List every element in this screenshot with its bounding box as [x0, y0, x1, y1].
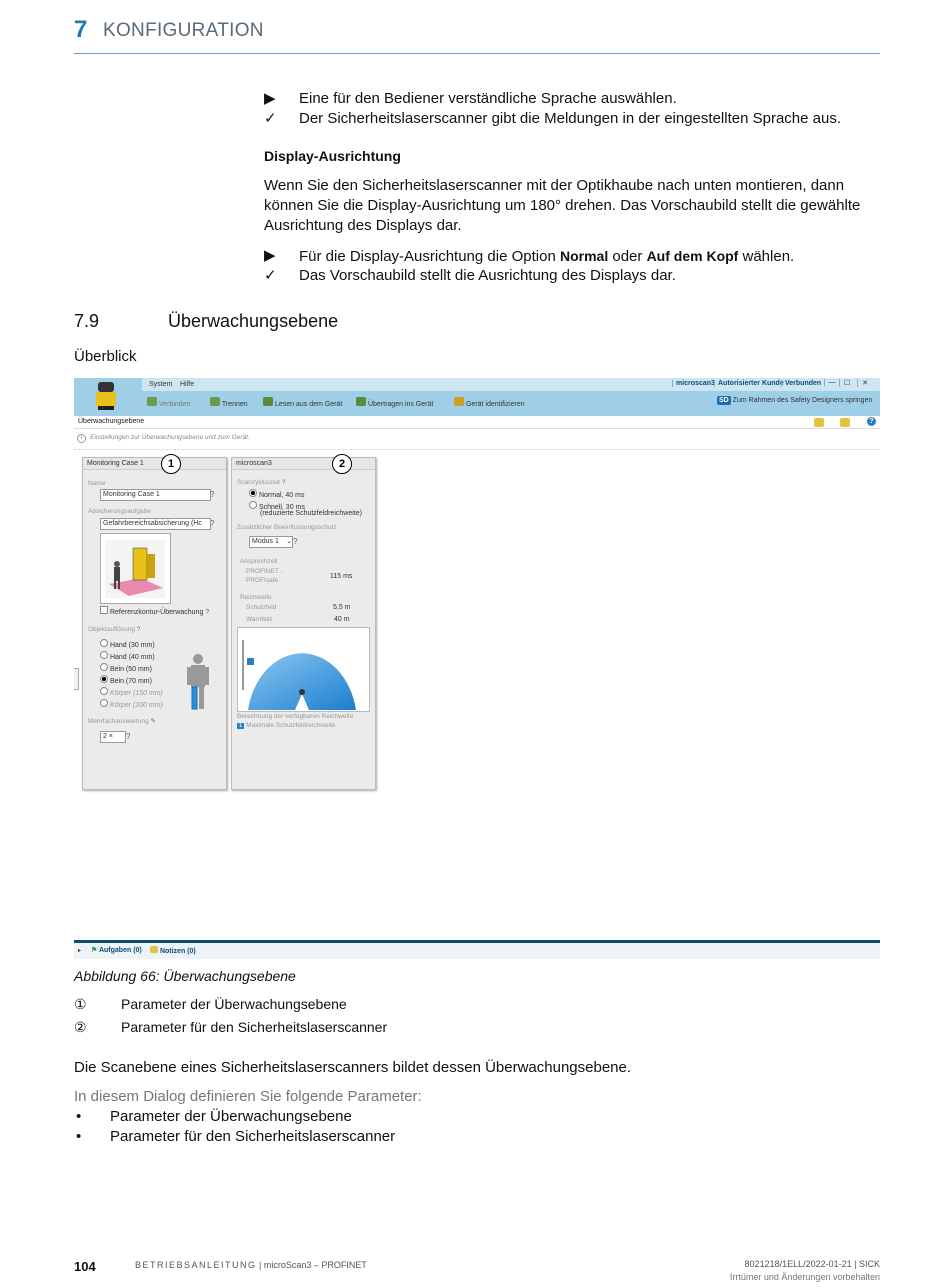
chapter-title: KONFIGURATION — [103, 20, 264, 41]
section-title: Überwachungsebene — [168, 311, 339, 331]
transfer-device-button[interactable]: Übertragen ins Gerät — [356, 397, 433, 408]
display-heading: Display-Ausrichtung — [264, 148, 401, 164]
max-range-legend: 1 Maximale Schutzfeldreichweite — [239, 722, 336, 729]
info-text: Einstellungen zur Überwachungsebene und zum Gerät. — [90, 434, 250, 441]
checkbox-box[interactable] — [100, 606, 108, 614]
range-label: Reichweite — [240, 594, 272, 601]
disclaimer: Irrtümer und Änderungen vorbehalten — [729, 1272, 880, 1282]
display-paragraph: Wenn Sie den Sicherheitslaserscanner mit der Optikhaube nach unten montieren, dann können Sie die Display-Ausrichtung um 180° drehen. Das Vorschaubild stellt die gewählte Ausrichtung des Displays dar. — [264, 177, 861, 234]
legend-item — [0, 996, 950, 1014]
figure-caption: Abbildung 66: Überwachungsebene — [74, 968, 296, 984]
hazard-area-image — [101, 534, 170, 603]
name-label: Name — [88, 480, 106, 487]
distance-marker — [247, 658, 254, 665]
scan-normal-option[interactable]: Normal, 40 ms — [249, 489, 304, 499]
software-screenshot — [74, 378, 880, 959]
task-label: Absicherungsaufgabe — [88, 508, 151, 515]
body-figure-icon — [183, 652, 213, 714]
monitoring-case-panel — [82, 457, 227, 790]
notes-tab[interactable]: Notizen (0) — [150, 946, 196, 955]
app-logo — [74, 378, 143, 416]
overview-heading: Überblick — [74, 348, 137, 365]
legend-text: Parameter für den Sicherheitslaserscanner — [121, 1019, 388, 1035]
page-number: 104 — [74, 1259, 96, 1274]
calc-label: Berechnung der verfügbaren Reichweite — [237, 713, 354, 720]
toolbar — [142, 391, 880, 416]
callout-2: 2 — [332, 454, 352, 474]
status-bar — [74, 940, 880, 959]
legend-text: Parameter der Überwachungsebene — [121, 996, 347, 1012]
menu-system[interactable]: System — [149, 381, 173, 388]
multi-eval-select[interactable]: 2 × — [100, 731, 126, 743]
bullet-item: • Parameter für den Sicherheitslaserscanner — [76, 1128, 396, 1145]
info-icon: i — [77, 434, 86, 443]
step-text: Eine für den Bediener verständliche Sprache auswählen. — [299, 90, 677, 107]
panel-title: Monitoring Case 1 — [87, 460, 144, 467]
panel-header — [232, 458, 375, 470]
side-collapse-handle[interactable] — [74, 668, 79, 690]
scan-fast-note: (reduzierte Schutzfeldreichweite) — [260, 510, 362, 517]
step-item — [0, 89, 950, 109]
identify-icon — [454, 397, 464, 406]
response-sub1: PROFINET - — [246, 568, 283, 575]
note-icon[interactable] — [814, 418, 824, 427]
option-body-150[interactable]: Körper (150 mm) — [100, 687, 163, 699]
interference-label: Zusätzlicher Beeinflussungsschutz — [237, 524, 337, 531]
name-input[interactable]: Monitoring Case 1 — [100, 489, 211, 501]
tasks-tab[interactable]: ⚑ Aufgaben (0) — [91, 947, 142, 954]
result-text: Das Vorschaubild stellt die Ausrichtung des Displays dar. — [299, 267, 676, 284]
step-item — [0, 246, 950, 266]
legend-item — [0, 1019, 950, 1037]
option-hand-40[interactable]: Hand (40 mm) — [100, 651, 163, 663]
field-preview — [237, 627, 370, 712]
step-text: Für die Display-Ausrichtung die Option Normal oder Auf dem Kopf wählen. — [299, 248, 795, 265]
section-number: 7.9 — [74, 311, 100, 331]
close-button[interactable]: ✕ — [857, 379, 872, 387]
disconnect-icon — [210, 397, 220, 406]
header-divider — [74, 53, 880, 54]
body-intro: In diesem Dialog definieren Sie folgende Parameter: — [74, 1088, 422, 1105]
callout-1: 1 — [161, 454, 181, 474]
arrow-icon: ▶ — [264, 247, 276, 264]
connect-button[interactable]: Verbinden — [147, 397, 190, 408]
warn-label: Warnfeld — [246, 616, 272, 623]
read-icon — [263, 397, 273, 406]
connection-status: Verbunden — [781, 380, 821, 387]
doc-title: BETRIEBSANLEITUNG | microScan3 – PROFINET — [135, 1260, 367, 1270]
connect-icon — [147, 397, 157, 406]
help-icon[interactable]: ? — [126, 732, 131, 741]
legend-number: ② — [74, 1019, 87, 1035]
menu-bar — [142, 378, 880, 391]
doc-id: 8021218/1ELL/2022-01-21 | SICK — [744, 1259, 880, 1269]
resolution-label: Objektauflösung ? — [88, 626, 141, 633]
check-icon: ✓ — [264, 267, 277, 284]
panel-title: microscan3 — [236, 460, 272, 467]
reference-contour-checkbox[interactable]: Referenzkontur-Überwachung ? — [100, 606, 209, 616]
check-icon: ✓ — [264, 110, 277, 127]
option-body-200[interactable]: Körper (200 mm) — [100, 699, 163, 711]
help-icon[interactable]: ? — [867, 417, 876, 426]
page-title-bar — [74, 416, 880, 429]
body-paragraph: Die Scanebene eines Sicherheitslaserscanners bildet dessen Überwachungsebene. — [74, 1059, 632, 1076]
task-illustration — [100, 533, 171, 604]
device-name: microscan3 — [672, 380, 715, 387]
scan-cycle-label: Scanzykluszeit ? — [237, 479, 286, 486]
protect-label: Schutzfeld — [246, 604, 277, 611]
response-sub2: PROFIsafe — [246, 577, 279, 584]
option-leg-70[interactable]: Bein (70 mm) — [100, 675, 163, 687]
bullet-item: • Parameter der Überwachungsebene — [76, 1108, 352, 1125]
arrow-icon: ▶ — [264, 90, 276, 107]
result-text: Der Sicherheitslaserscanner gibt die Meldungen in der eingestellten Sprache aus. — [299, 110, 841, 127]
option-leg-50[interactable]: Bein (50 mm) — [100, 663, 163, 675]
maximize-button[interactable]: ☐ — [839, 379, 854, 387]
read-device-button[interactable]: Lesen aus dem Gerät — [263, 397, 342, 408]
page-title: Überwachungsebene — [78, 418, 145, 425]
jump-to-frame-button[interactable]: SD Zum Rahmen des Safety Designers springen — [719, 397, 873, 404]
scanner-icon — [74, 378, 142, 416]
help-icon[interactable]: ? — [210, 519, 215, 528]
info-bar — [74, 429, 880, 450]
chapter-number: 7 — [74, 16, 88, 43]
interference-select[interactable]: Modus 1 ⌄ — [249, 536, 293, 548]
legend-number: ① — [74, 996, 87, 1012]
disconnect-button[interactable]: Trennen — [210, 397, 248, 408]
response-label: Ansprechzeit — [240, 558, 278, 565]
warn-value: 40 m — [334, 616, 350, 623]
help-icon[interactable]: ? — [210, 490, 215, 499]
expand-arrow-icon[interactable]: ▸ — [78, 948, 82, 954]
note-add-icon[interactable] — [840, 418, 850, 427]
help-icon[interactable]: ? — [293, 537, 298, 546]
scan-fast-option[interactable]: Schnell, 30 ms — [249, 501, 305, 511]
scanner-panel — [231, 457, 376, 790]
result-item — [0, 266, 950, 286]
response-value: 115 ms — [330, 573, 353, 580]
minimize-button[interactable]: — — [824, 379, 839, 386]
panel-header — [83, 458, 226, 470]
protective-field-image — [238, 628, 369, 711]
menu-help[interactable]: Hilfe — [180, 381, 195, 388]
multi-eval-label: Mehrfachauswertung ✎ — [88, 718, 156, 725]
user-level[interactable]: Autorisierter Kunde — [714, 380, 784, 387]
identify-device-button[interactable]: Gerät identifizieren — [454, 397, 525, 408]
option-hand-30[interactable]: Hand (30 mm) — [100, 639, 163, 651]
task-select[interactable]: Gefahrbereichsabsicherung (Hc — [100, 518, 211, 530]
resolution-options — [100, 639, 163, 711]
protect-value: 5,5 m — [333, 604, 351, 611]
result-item — [0, 109, 950, 129]
max-range-badge: 1 — [239, 723, 243, 729]
transfer-icon — [356, 397, 366, 406]
sd-icon: SD — [719, 397, 729, 404]
